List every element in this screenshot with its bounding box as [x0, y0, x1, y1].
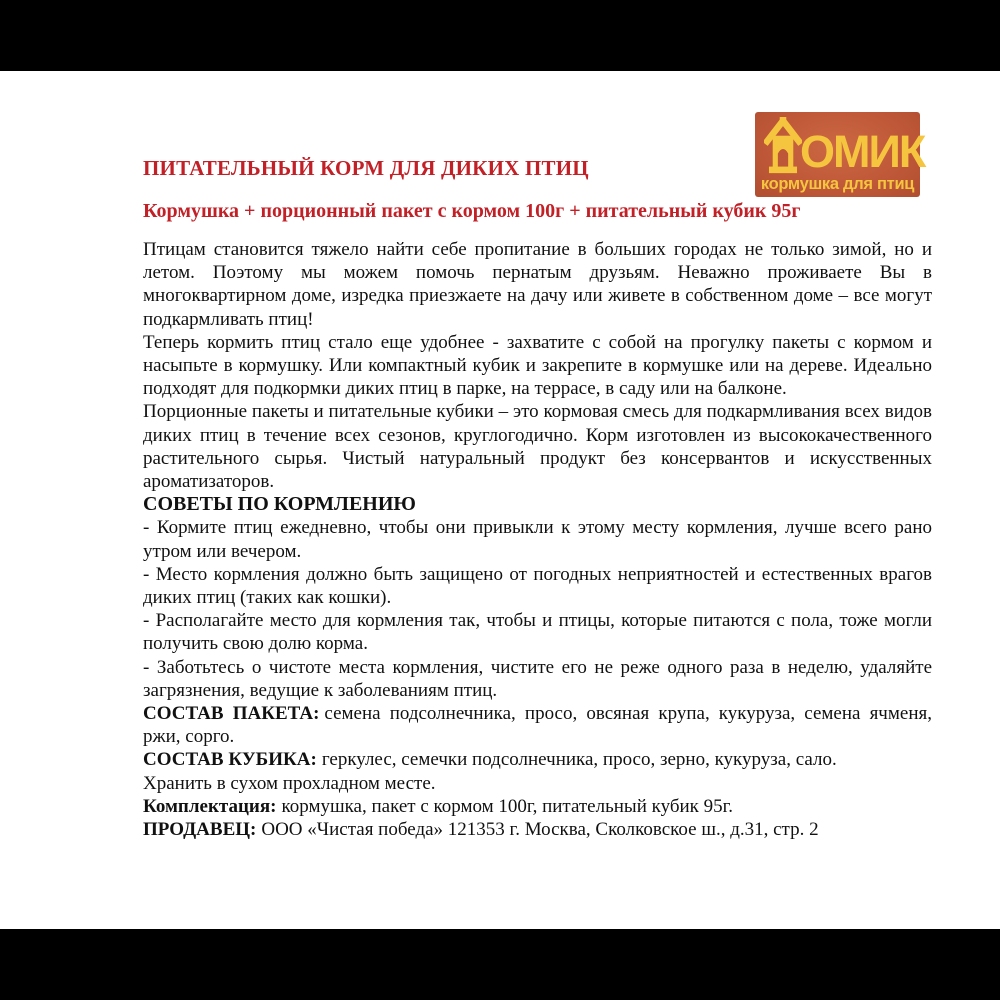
product-title: ПИТАТЕЛЬНЫЙ КОРМ ДЛЯ ДИКИХ ПТИЦ — [143, 156, 589, 180]
spec-label: СОСТАВ КУБИКА: — [143, 749, 317, 771]
label-content — [143, 157, 932, 841]
spec-label: СОСТАВ ПАКЕТА: — [143, 703, 320, 725]
spec-cube-composition — [143, 748, 932, 771]
spec-text: кормушка, пакет с кормом 100г, питательный кубик 95г. — [281, 795, 734, 817]
spec-label: Комплектация: — [143, 795, 277, 817]
letterbox-bottom — [0, 929, 1000, 1000]
spec-package-contents — [143, 795, 932, 818]
product-subtitle: Кормушка + порционный пакет с кормом 100г + питательный кубик 95г — [143, 200, 801, 222]
tip-item: - Заботьтесь о чистоте места кормления, чистите его не реже одного раза в неделю, удаляйте загрязнения, ведущие к заболеваниям птиц. — [143, 656, 932, 701]
spec-seller — [143, 818, 932, 841]
product-description-paragraph: Порционные пакеты и питательные кубики – это кормовая смесь для подкармливания всех видов диких птиц в течение всех сезонов, круглогодично. Корм изготовлен из высококачественного растительного сырья. Чистый натуральный продукт без консервантов и искусственных ароматизаторов. — [143, 401, 932, 493]
usage-paragraph: Теперь кормить птиц стало еще удобнее - захватите с собой на прогулку пакеты с кормом и насыпьте в кормушку. Или компактный кубик и закрепите в кормушке или на дереве. Идеально подходят для подкормки диких птиц в парке, на террасе, в саду или на балконе. — [143, 331, 932, 400]
spec-packet-composition — [143, 702, 932, 748]
tip-item: - Место кормления должно быть защищено от погодных неприятностей и естественных врагов диких птиц (таких как кошки). — [143, 563, 932, 609]
tips-heading: СОВЕТЫ ПО КОРМЛЕНИЮ — [143, 493, 416, 516]
letterbox-top — [0, 0, 1000, 71]
spec-text: семена подсолнечника, просо, овсяная крупа, кукуруза, семена ячменя, ржи, сорго. — [143, 703, 932, 748]
tip-item: - Кормите птиц ежедневно, чтобы они привыкли к этому месту кормления, лучше всего рано утром или вечером. — [143, 517, 932, 562]
brand-wordmark: ОМИК — [800, 126, 925, 177]
intro-paragraph: Птицам становится тяжело найти себе пропитание в больших городах не только зимой, но и летом. Поэтому мы можем помочь пернатым друзьям. Неважно проживаете Вы в многоквартирном доме, изредка приезжаете на дачу или живете в собственном доме – все могут подкармливать птиц! — [143, 239, 932, 330]
spec-storage — [143, 772, 932, 795]
spec-text: Хранить в сухом прохладном месте. — [143, 772, 436, 794]
spec-text: геркулес, семечки подсолнечника, просо, зерно, кукуруза, сало. — [321, 749, 837, 771]
tip-item: - Располагайте место для кормления так, чтобы и птицы, которые питаются с пола, тоже могли получить свою долю корма. — [143, 610, 932, 655]
spec-label: ПРОДАВЕЦ: — [143, 819, 257, 841]
spec-text: ООО «Чистая победа» 121353 г. Москва, Сколковское ш., д.31, стр. 2 — [261, 819, 819, 841]
brand-tagline: кормушка для птиц — [760, 175, 915, 193]
